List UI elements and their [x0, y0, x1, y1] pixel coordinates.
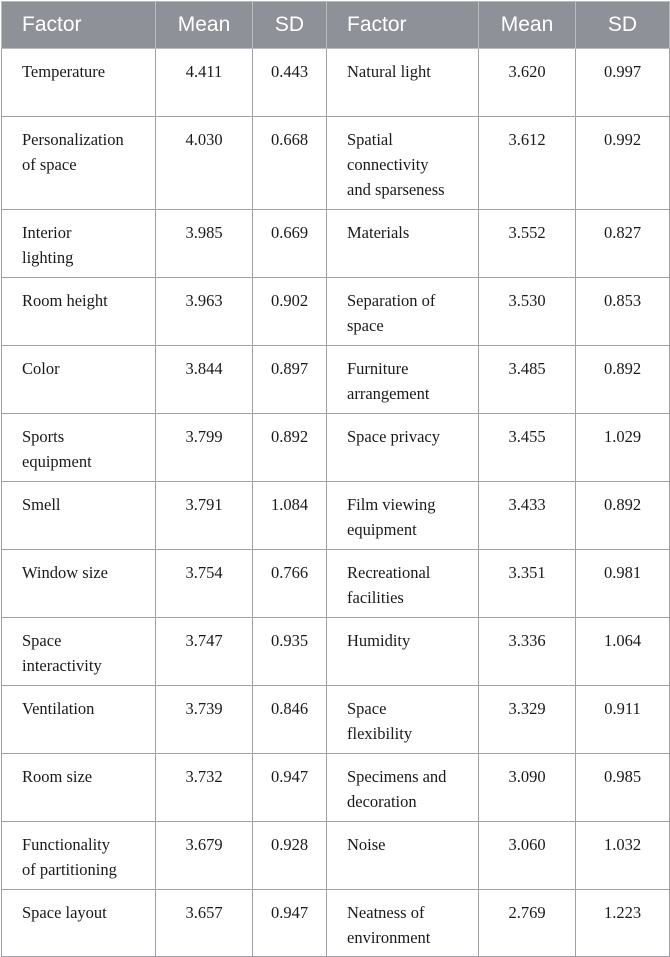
cell-mean-right: 3.530: [479, 278, 576, 346]
cell-sd-left: 0.935: [253, 618, 327, 686]
header-sd-left: SD: [253, 2, 327, 49]
factor-name-line: equipment: [347, 520, 417, 539]
cell-mean-right: 3.455: [479, 414, 576, 482]
cell-sd-right: 0.892: [576, 482, 670, 550]
cell-mean-right: 3.351: [479, 550, 576, 618]
cell-factor-left: [2, 550, 156, 618]
factor-name-line: Furniture: [347, 359, 409, 378]
cell-factor-left: [2, 686, 156, 754]
table-row: [2, 618, 670, 686]
cell-factor-left: [2, 117, 156, 210]
factor-name-line: Recreational: [347, 563, 431, 582]
factor-name-line: Window size: [22, 563, 108, 582]
factor-name-line: Humidity: [347, 631, 411, 650]
cell-sd-right: 0.827: [576, 210, 670, 278]
factor-name-line: Film viewing: [347, 495, 436, 514]
cell-factor-left: [2, 278, 156, 346]
cell-factor-left: [2, 49, 156, 117]
factor-name-line: Temperature: [22, 62, 106, 81]
cell-sd-left: 0.928: [253, 822, 327, 890]
cell-mean-left: 4.030: [156, 117, 253, 210]
table-row: [2, 414, 670, 482]
cell-factor-left: [2, 890, 156, 957]
cell-sd-left: 0.668: [253, 117, 327, 210]
cell-mean-right: 3.090: [479, 754, 576, 822]
cell-sd-right: 1.032: [576, 822, 670, 890]
factor-name-line: space: [347, 316, 384, 335]
factor-name-line: lighting: [22, 248, 74, 267]
cell-factor-right: [327, 618, 479, 686]
header-factor-left: Factor: [2, 2, 156, 49]
cell-sd-right: 0.981: [576, 550, 670, 618]
factor-name-line: interactivity: [22, 656, 102, 675]
cell-sd-left: 0.669: [253, 210, 327, 278]
factor-name-line: of space: [22, 155, 77, 174]
cell-mean-right: 3.329: [479, 686, 576, 754]
factor-name-line: decoration: [347, 792, 417, 811]
factor-name-line: facilities: [347, 588, 404, 607]
cell-factor-right: [327, 822, 479, 890]
factor-name-line: Noise: [347, 835, 386, 854]
table-row: [2, 482, 670, 550]
cell-factor-right: [327, 482, 479, 550]
cell-sd-right: 0.911: [576, 686, 670, 754]
cell-mean-left: 3.799: [156, 414, 253, 482]
cell-mean-left: 3.739: [156, 686, 253, 754]
factor-name-line: Ventilation: [22, 699, 95, 718]
cell-factor-right: [327, 210, 479, 278]
cell-sd-right: 0.985: [576, 754, 670, 822]
factor-name-line: environment: [347, 928, 431, 947]
cell-mean-right: 3.620: [479, 49, 576, 117]
table-row: [2, 210, 670, 278]
cell-factor-right: [327, 686, 479, 754]
cell-mean-right: 2.769: [479, 890, 576, 957]
cell-factor-left: [2, 618, 156, 686]
cell-sd-right: 0.892: [576, 346, 670, 414]
cell-factor-right: [327, 414, 479, 482]
table-row: [2, 754, 670, 822]
factor-name-line: Space: [347, 699, 387, 718]
factor-name-line: Space: [22, 631, 62, 650]
factor-name-line: of partitioning: [22, 860, 117, 879]
cell-mean-right: 3.612: [479, 117, 576, 210]
cell-factor-right: [327, 49, 479, 117]
header-factor-right: Factor: [327, 2, 479, 49]
table-row: [2, 117, 670, 210]
table-row: [2, 686, 670, 754]
factor-mean-sd-table: [1, 1, 670, 957]
factor-name-line: and sparseness: [347, 180, 445, 199]
factor-name-line: Interior: [22, 223, 72, 242]
header-sd-right: SD: [576, 2, 670, 49]
cell-mean-right: 3.336: [479, 618, 576, 686]
cell-factor-right: [327, 754, 479, 822]
factor-name-line: Natural light: [347, 62, 431, 81]
cell-factor-left: [2, 210, 156, 278]
cell-mean-left: 3.754: [156, 550, 253, 618]
cell-factor-left: [2, 346, 156, 414]
cell-sd-right: 0.997: [576, 49, 670, 117]
table-row: [2, 278, 670, 346]
cell-mean-right: 3.485: [479, 346, 576, 414]
cell-sd-right: 1.223: [576, 890, 670, 957]
factor-name-line: connectivity: [347, 155, 429, 174]
factor-name-line: arrangement: [347, 384, 430, 403]
factor-name-line: Space layout: [22, 903, 107, 922]
header-mean-right: Mean: [479, 2, 576, 49]
factor-name-line: Spatial: [347, 130, 393, 149]
cell-factor-right: [327, 550, 479, 618]
cell-factor-right: [327, 890, 479, 957]
cell-mean-left: 4.411: [156, 49, 253, 117]
cell-sd-left: 0.766: [253, 550, 327, 618]
cell-sd-left: 0.902: [253, 278, 327, 346]
cell-factor-right: [327, 278, 479, 346]
cell-sd-left: 0.897: [253, 346, 327, 414]
cell-mean-left: 3.732: [156, 754, 253, 822]
cell-sd-left: 0.892: [253, 414, 327, 482]
cell-sd-right: 0.853: [576, 278, 670, 346]
factor-name-line: equipment: [22, 452, 92, 471]
cell-mean-left: 3.747: [156, 618, 253, 686]
cell-sd-left: 0.947: [253, 754, 327, 822]
factor-name-line: Neatness of: [347, 903, 425, 922]
cell-mean-left: 3.791: [156, 482, 253, 550]
cell-mean-right: 3.060: [479, 822, 576, 890]
factor-name-line: Smell: [22, 495, 61, 514]
cell-sd-left: 0.443: [253, 49, 327, 117]
cell-mean-left: 3.657: [156, 890, 253, 957]
cell-factor-right: [327, 346, 479, 414]
factor-name-line: Color: [22, 359, 60, 378]
factor-name-line: Materials: [347, 223, 410, 242]
cell-sd-right: 0.992: [576, 117, 670, 210]
cell-factor-left: [2, 414, 156, 482]
cell-sd-right: 1.064: [576, 618, 670, 686]
cell-mean-right: 3.552: [479, 210, 576, 278]
cell-factor-right: [327, 117, 479, 210]
table-row: [2, 346, 670, 414]
factor-name-line: flexibility: [347, 724, 413, 743]
factor-name-line: Functionality: [22, 835, 110, 854]
cell-mean-left: 3.985: [156, 210, 253, 278]
cell-factor-left: [2, 482, 156, 550]
cell-mean-left: 3.963: [156, 278, 253, 346]
cell-factor-left: [2, 822, 156, 890]
cell-mean-left: 3.679: [156, 822, 253, 890]
cell-sd-left: 0.846: [253, 686, 327, 754]
table-row: [2, 550, 670, 618]
table-row: [2, 890, 670, 957]
cell-sd-left: 0.947: [253, 890, 327, 957]
cell-factor-left: [2, 754, 156, 822]
table-header-row: [2, 2, 670, 49]
cell-mean-left: 3.844: [156, 346, 253, 414]
header-mean-left: Mean: [156, 2, 253, 49]
factor-name-line: Separation of: [347, 291, 436, 310]
table-row: [2, 49, 670, 117]
factor-name-line: Personalization: [22, 130, 124, 149]
factor-name-line: Space privacy: [347, 427, 440, 446]
factor-name-line: Sports: [22, 427, 65, 446]
factor-name-line: Room size: [22, 767, 93, 786]
factor-name-line: Specimens and: [347, 767, 447, 786]
factor-name-line: Room height: [22, 291, 108, 310]
table-body: [2, 49, 670, 957]
cell-sd-right: 1.029: [576, 414, 670, 482]
cell-mean-right: 3.433: [479, 482, 576, 550]
table-row: [2, 822, 670, 890]
cell-sd-left: 1.084: [253, 482, 327, 550]
